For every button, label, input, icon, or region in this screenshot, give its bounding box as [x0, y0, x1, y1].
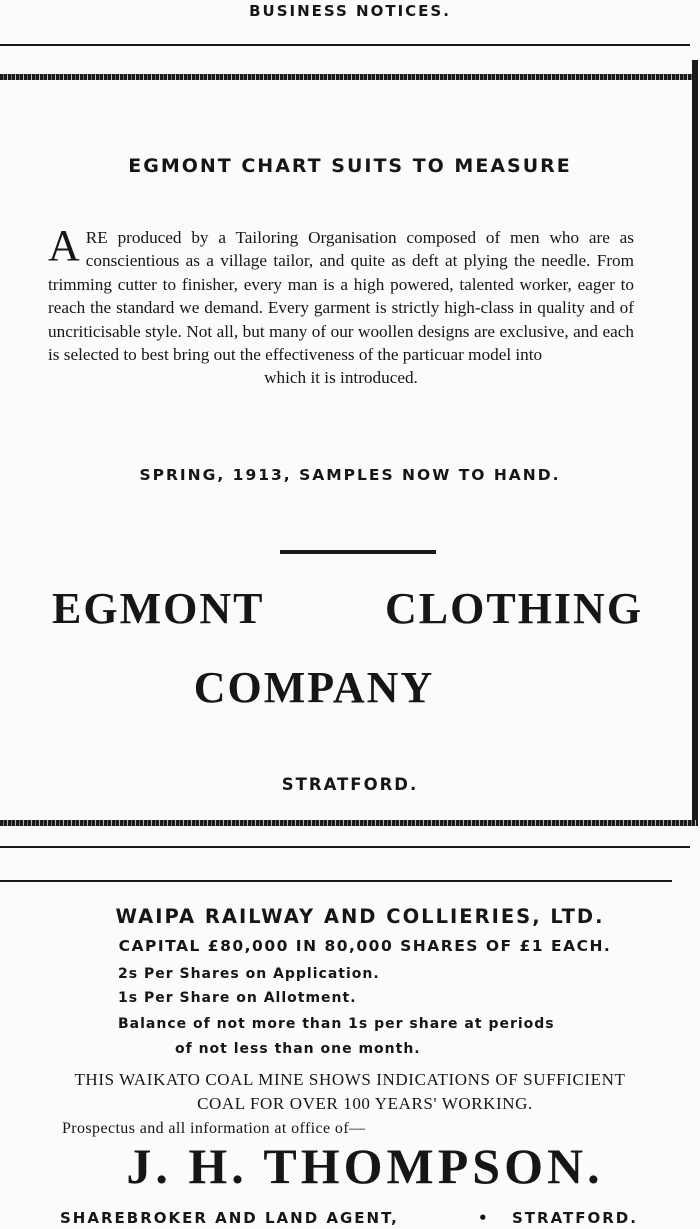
firm-town: STRATFORD. — [281, 775, 419, 794]
terms-application: 2s Per Shares on Application. — [118, 966, 380, 982]
divider-rule — [280, 550, 436, 554]
firm-name-clothing: CLOTHING — [385, 584, 644, 633]
capital-line: CAPITAL £80,000 IN 80,000 SHARES OF £1 EACH. — [118, 937, 612, 955]
ad-body-last-line: which it is introduced. — [264, 368, 418, 388]
ad-heading: EGMONT CHART SUITS TO MEASURE — [128, 155, 572, 177]
firm-name-egmont: EGMONT — [52, 584, 265, 633]
middle-thin-rule-2 — [0, 880, 672, 882]
agent-town: STRATFORD. — [512, 1209, 638, 1227]
separator-dot: • — [478, 1209, 490, 1227]
company-title: WAIPA RAILWAY AND COLLIERIES, LTD. — [115, 905, 605, 928]
top-hatched-rule — [0, 74, 692, 80]
middle-thin-rule — [0, 846, 690, 848]
ad-body-paragraph: RE produced by a Tailoring Organisation composed of men who are as conscientious as a village tailor, and quite as deft at plying the needle. From trimming cutter to finisher, every man is a high powered, talented worker, eager to reach the standard we demand. Every garment is strictly high-class in quality and of uncriticisable style. Not all, but many of our woollen designs are exclusive, and each is selected to best bring out the effectiveness of the particuar model into — [48, 228, 634, 365]
top-thin-rule — [0, 44, 690, 46]
middle-hatched-rule — [0, 820, 698, 826]
ad-body-text — [48, 221, 634, 390]
agent-title: SHAREBROKER AND LAND AGENT, — [60, 1209, 399, 1227]
terms-period: of not less than one month. — [175, 1041, 421, 1057]
agent-name: J. H. THOMPSON. — [126, 1138, 604, 1194]
mine-notice-line2: COAL FOR OVER 100 YEARS' WORKING. — [197, 1094, 533, 1113]
terms-allotment: 1s Per Share on Allotment. — [118, 990, 357, 1006]
mine-notice-line1: THIS WAIKATO COAL MINE SHOWS INDICATIONS OF SUFFICIENT — [74, 1070, 626, 1089]
terms-balance: Balance of not more than 1s per share at periods — [118, 1016, 555, 1032]
samples-notice: SPRING, 1913, SAMPLES NOW TO HAND. — [139, 466, 561, 484]
drop-cap: A — [48, 221, 80, 270]
prospectus-line: Prospectus and all information at office of— — [62, 1120, 366, 1137]
firm-name-company: COMPANY — [193, 663, 435, 712]
page-header: BUSINESS NOTICES. — [249, 2, 451, 20]
